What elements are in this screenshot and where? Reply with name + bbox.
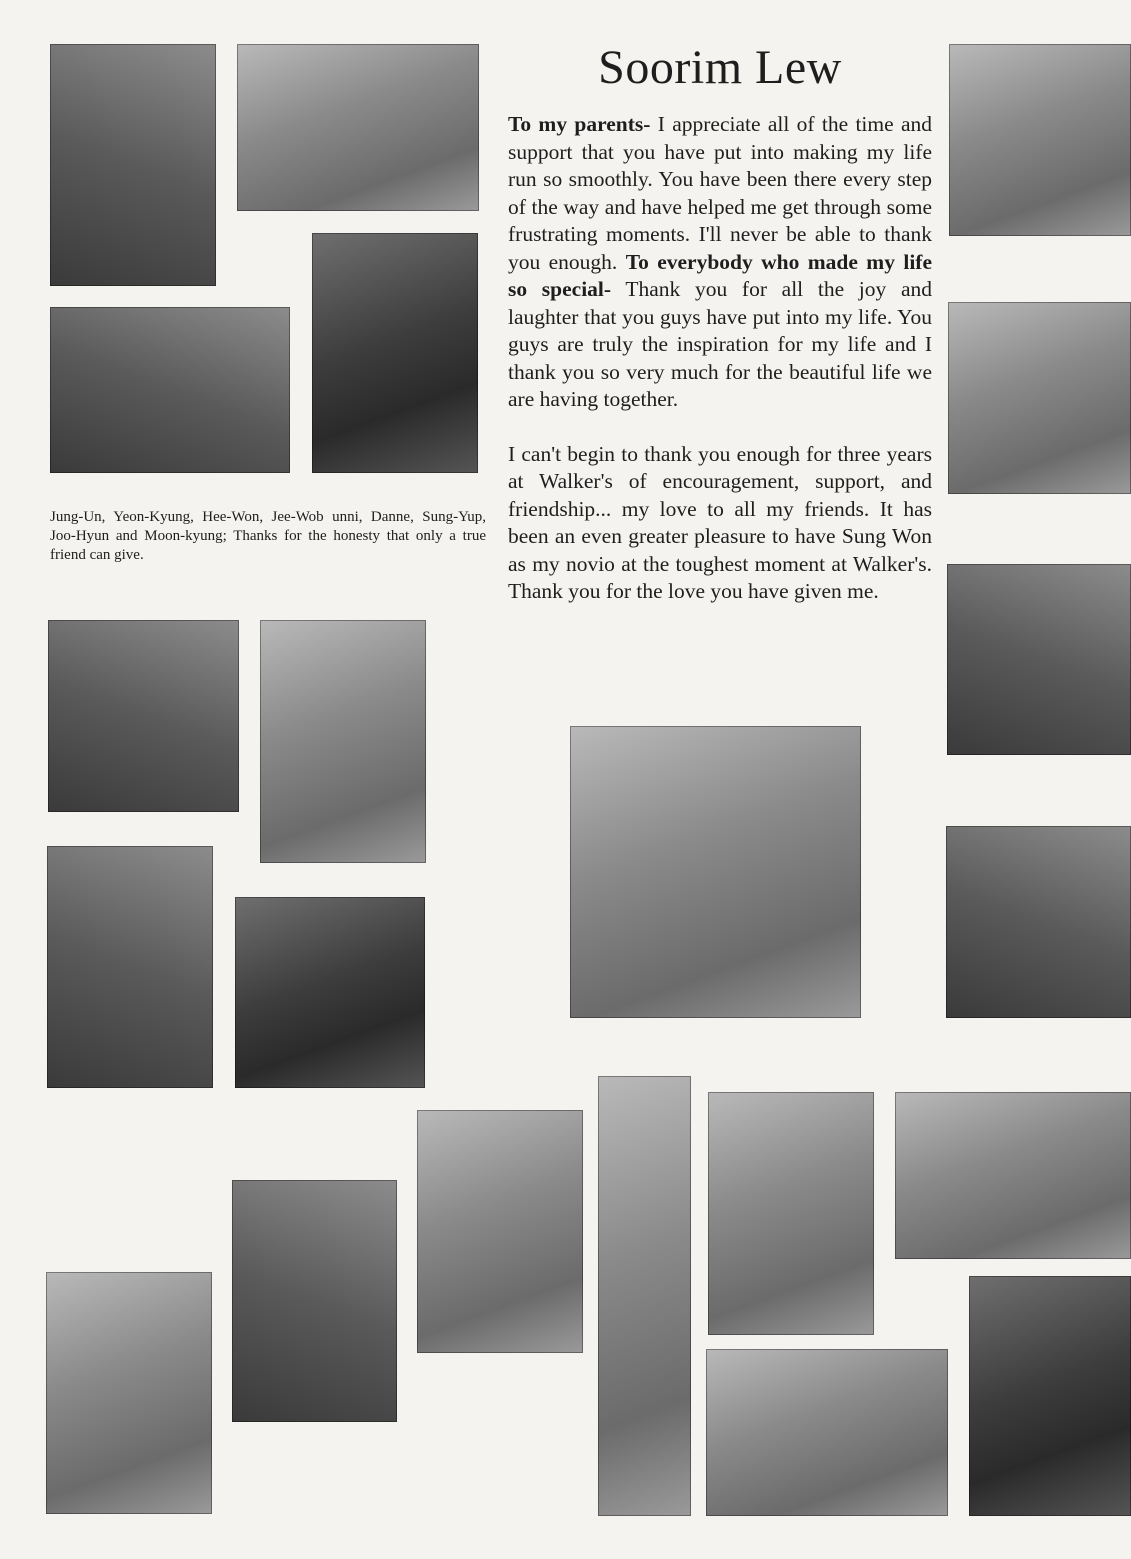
photo-girls-outdoors [895, 1092, 1131, 1259]
friends-heading: To everybody who made my life so special- [508, 249, 932, 301]
photo-two-women-standing [47, 846, 213, 1088]
photo-parents-portrait [949, 44, 1131, 236]
dedication-text [508, 111, 932, 606]
dedication-paragraph-2: I can't begin to thank you enough for three years at Walker's of encouragement, support, and friendship... my love to all my friends. It has been an even greater pleasure to have Sung Won as my novio at the toughest moment at Walker's. Thank you for the love you have given me. [508, 441, 932, 603]
photo-two-friends-smiling [48, 620, 239, 812]
photo-large-group [50, 307, 290, 473]
parents-message: I appreciate all of the time and support that you have put into making my life run so smoothly. You have been there every step of the way and have helped me get through some frustrating moments. I'll never be able to thank you enough. [508, 112, 933, 274]
photo-girl-with-flowers [598, 1076, 691, 1516]
photo-two-girls-hugging [50, 44, 216, 286]
photo-portrait-girl [235, 897, 425, 1088]
photo-boy-in-cap [969, 1276, 1131, 1516]
photo-father-on-phone [260, 620, 426, 863]
photo-two-friends-jackets [417, 1110, 583, 1353]
photo-graduation-group [948, 302, 1131, 494]
parents-heading: To my parents- [508, 112, 651, 136]
photo-group-of-boys [237, 44, 479, 211]
photo-two-friends-sitting [232, 1180, 397, 1422]
photo-mother-portrait [946, 826, 1131, 1018]
photo-snowboarders [312, 233, 478, 473]
photo-girl-in-vest [46, 1272, 212, 1514]
friends-message: Thank you for all the joy and laughter that you guys have put into my life. You guys are truly the inspiration for my life and I thank you so very much for the beautiful life we are having together. [508, 277, 932, 411]
photo-sticker-collage [706, 1349, 948, 1516]
photo-girl-with-baby [708, 1092, 874, 1335]
photo-girl-with-teddy-bear [570, 726, 861, 1018]
photo-friends-outdoors [947, 564, 1131, 755]
friends-caption: Jung-Un, Yeon-Kyung, Hee-Won, Jee-Wob unni, Danne, Sung-Yup, Joo-Hyun and Moon-kyung; Thanks for the honesty that only a true friend can give. [50, 509, 486, 563]
page-title: Soorim Lew [598, 41, 842, 94]
dedication-paragraph-1 [508, 111, 932, 414]
